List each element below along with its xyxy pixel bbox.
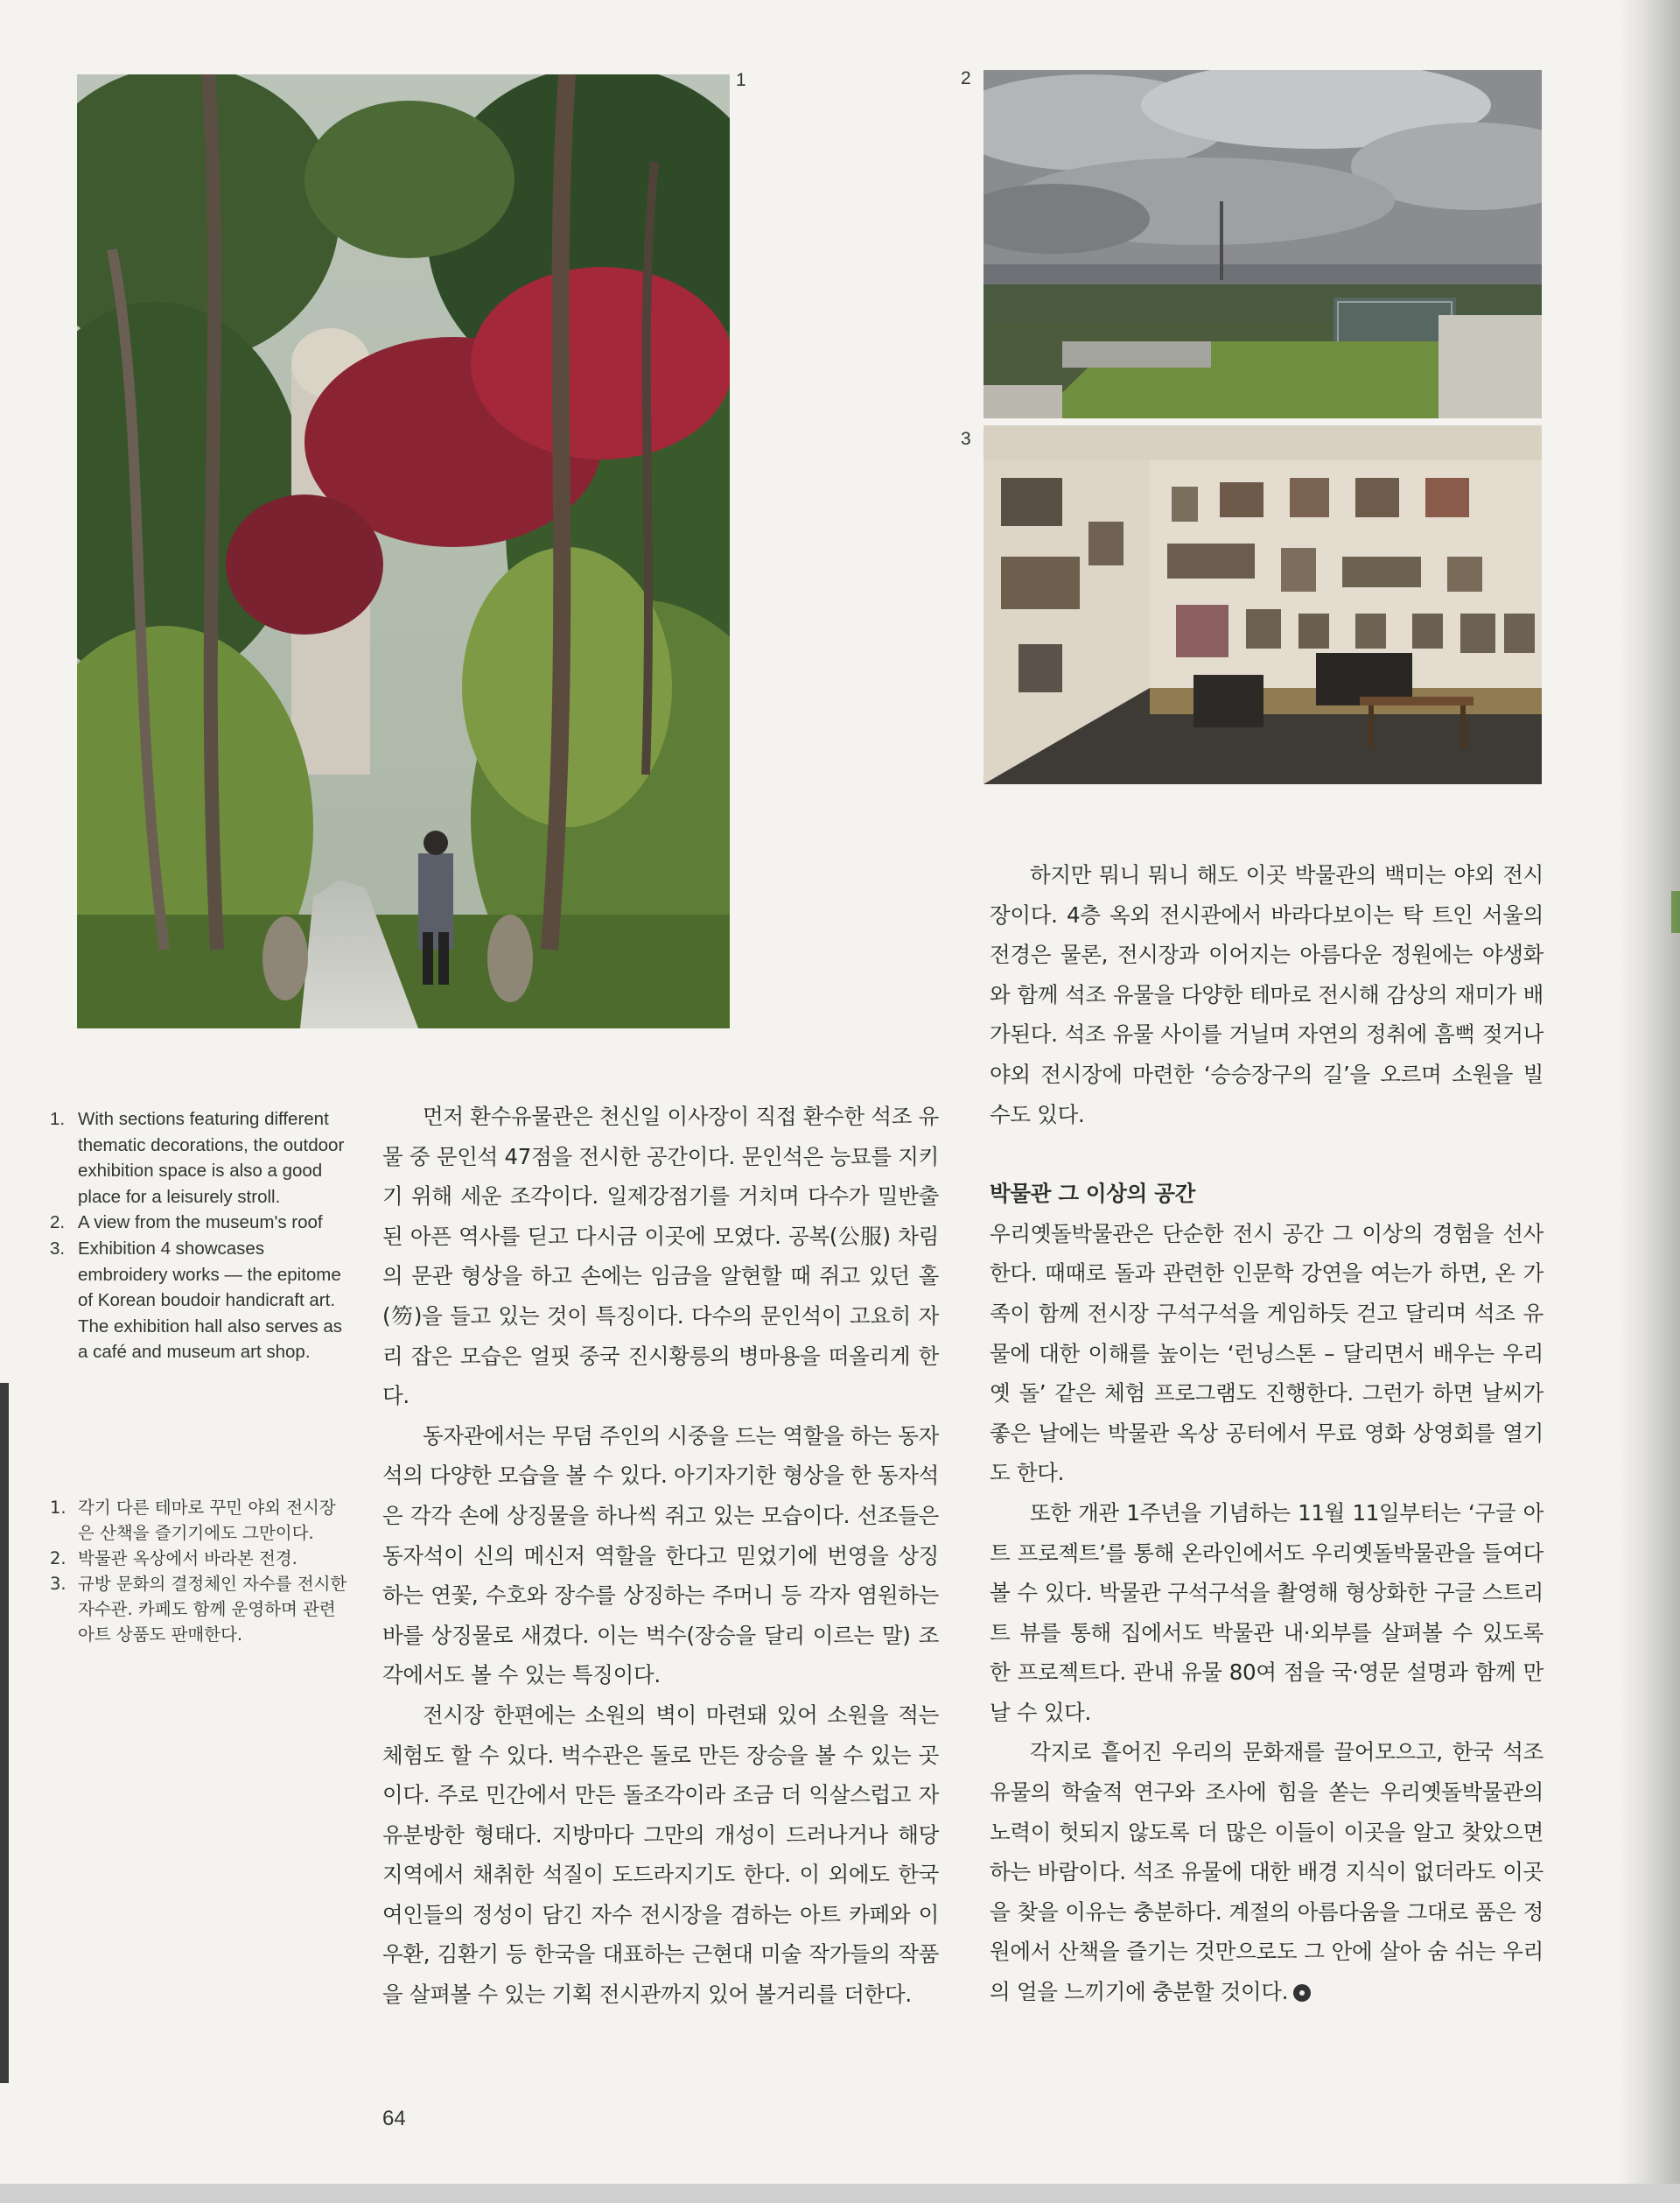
- article-paragraph: 또한 개관 1주년을 기념하는 11월 11일부터는 ‘구글 아트 프로젝트’를 통해 온라인에서도 우리옛돌박물관을 들여다 볼 수 있다. 박물관 구석구석을 촬영해 형상화한 구글 스트리트 뷰를 통해 집에서도 박물관 내·외부를 살펴볼 수 있도록 한 프로젝트다. 관내 유물 80여 점을 국·영문 설명과 함께 만날 수 있다.: [990, 1499, 1544, 1725]
- caption-text: Exhibition 4 showcases embroidery works — the epitome of Korean boudoir handicraft art. The exhibition hall also serves as a café and museum art shop.: [78, 1238, 342, 1363]
- article-column-middle: [382, 1097, 939, 2015]
- caption-text: 각기 다른 테마로 꾸민 야외 전시장은 산책을 즐기기에도 그만이다.: [78, 1498, 336, 1543]
- circle-end-icon: [1293, 1984, 1311, 2002]
- page-gutter-shadow: [1619, 0, 1680, 2203]
- scan-bottom-edge: [0, 2184, 1680, 2203]
- caption-text: With sections featuring different thematic decorations, the outdoor exhibition space is also a good place for a leisurely stroll.: [78, 1109, 345, 1207]
- caption-text: 규방 문화의 결정체인 자수를 전시한 자수관. 카페도 함께 운영하며 관련 아트 상품도 판매한다.: [78, 1574, 347, 1645]
- caption-number: 2.: [50, 1212, 66, 1233]
- caption-item: [50, 1571, 347, 1647]
- article-paragraph: 우리옛돌박물관은 단순한 전시 공간 그 이상의 경험을 선사한다. 때때로 돌과 관련한 인문학 강연을 여는가 하면, 온 가족이 함께 전시장 구석구석을 게임하듯 걷고 달리며 석조 유물에 대한 이해를 높이는 ‘런닝스톤 – 달리면서 배우는 우리 옛 돌’ 같은 체험 프로그램도 진행한다. 그런가 하면 날씨가 좋은 날에는 박물관 옥상 공터에서 무료 영화 상영회를 열기도 한다.: [990, 1220, 1544, 1486]
- article-paragraph-text: 각지로 흩어진 우리의 문화재를 끌어모으고, 한국 석조 유물의 학술적 연구와 조사에 힘을 쏟는 우리옛돌박물관의 노력이 헛되지 않도록 더 많은 이들이 이곳을 알고 찾았으면 하는 바람이다. 석조 유물에 대한 배경 지식이 없더라도 이곳을 찾을 이유는 충분하다. 계절의 아름다움을 그대로 품은 정원에서 산책을 즐기는 것만으로도 그 안에 살아 숨 쉬는 우리의 얼을 느끼기에 충분할 것이다.: [990, 1739, 1544, 2005]
- photo-garden-path: [77, 74, 730, 1028]
- caption-number: 1.: [50, 1498, 66, 1518]
- caption-number: 1.: [50, 1109, 66, 1129]
- section-heading: 박물관 그 이상의 공간: [990, 1181, 1195, 1207]
- article-paragraph: 전시장 한편에는 소원의 벽이 마련돼 있어 소원을 적는 체험도 할 수 있다. 벅수관은 돌로 만든 장승을 볼 수 있는 곳이다. 주로 민간에서 만든 돌조각이라 조금 더 익살스럽고 자유분방한 형태다. 지방마다 그만의 개성이 드러나거나 해당 지역에서 채취한 석질이 도드라지기도 한다. 이 외에도 한국 여인들의 정성이 담긴 자수 전시장을 겸하는 아트 카페와 이우환, 김환기 등 한국을 대표하는 근현대 미술 작가들의 작품을 살펴볼 수 있는 기획 전시관까지 있어 볼거리를 더한다.: [382, 1701, 939, 2008]
- caption-item: [50, 1236, 347, 1365]
- page-number: 64: [382, 2107, 406, 2130]
- article-paragraph: 하지만 뭐니 뭐니 해도 이곳 박물관의 백미는 야외 전시장이다. 4층 옥외 전시관에서 바라다보이는 탁 트인 서울의 전경은 물론, 전시장과 이어지는 아름다운 정원에는 야생화와 함께 석조 유물을 다양한 테마로 전시해 감상의 재미가 배가된다. 석조 유물 사이를 거닐며 자연의 정취에 흠뻑 젖거나 야외 전시장에 마련한 ‘승승장구의 길’을 오르며 소원을 빌 수도 있다.: [990, 862, 1544, 1127]
- article-column-right: [990, 855, 1544, 2012]
- photo-number-3: 3: [961, 429, 971, 449]
- article-paragraph: 먼저 환수유물관은 천신일 이사장이 직접 환수한 석조 유물 중 문인석 47점을 전시한 공간이다. 문인석은 능묘를 지키기 위해 세운 조각이다. 일제강점기를 거치며 다수가 밀반출된 아픈 역사를 딛고 다시금 이곳에 모였다. 공복(公服) 차림의 문관 형상을 하고 손에는 임금을 알현할 때 쥐고 있던 홀(笏)을 들고 있는 것이 특징이다. 다수의 문인석이 고요히 자리 잡은 모습은 얼핏 중국 진시황릉의 병마용을 떠올리게 한다.: [382, 1104, 939, 1409]
- photo-rooftop-view: [984, 70, 1542, 418]
- photo-number-1: 1: [736, 70, 746, 90]
- article-paragraph: 동자관에서는 무덤 주인의 시중을 드는 역할을 하는 동자석의 다양한 모습을 볼 수 있다. 아기자기한 형상을 한 동자석은 각각 손에 상징물을 하나씩 쥐고 있는 모습이다. 선조들은 동자석이 신의 메신저 역할을 한다고 믿었기에 번영을 상징하는 연꽃, 수호와 장수를 상징하는 주머니 등 각자 염원하는 바를 상징물로 새겼다. 이는 벅수(장승을 달리 이르는 말) 조각에서도 볼 수 있는 특징이다.: [382, 1422, 939, 1688]
- caption-item: [50, 1546, 347, 1571]
- caption-item: [50, 1495, 347, 1546]
- article-paragraph: [990, 1732, 1544, 2011]
- page-edge-stripe: [0, 1383, 9, 2083]
- captions-english: [50, 1106, 347, 1365]
- caption-item: [50, 1106, 347, 1210]
- caption-number: 2.: [50, 1548, 66, 1568]
- caption-text: A view from the museum's roof: [78, 1212, 323, 1233]
- caption-number: 3.: [50, 1238, 66, 1259]
- caption-item: [50, 1210, 347, 1236]
- photo-embroidery-hall: [984, 425, 1542, 784]
- captions-korean: [50, 1495, 347, 1647]
- photo-number-2: 2: [961, 68, 971, 88]
- caption-number: 3.: [50, 1574, 66, 1594]
- caption-text: 박물관 옥상에서 바라본 전경.: [78, 1548, 298, 1568]
